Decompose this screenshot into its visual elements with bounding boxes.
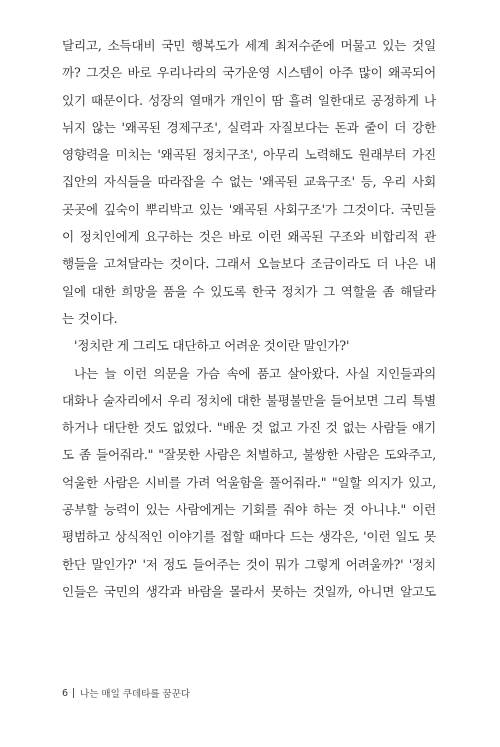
text-line: 까? 그것은 바로 우리나라의 국가운영 시스템이 아주 많이 왜곡되어 [62,65,436,81]
text-line: 평범하고 상식적인 이야기를 접할 때마다 드는 생각은, '이런 일도 못 [62,529,436,545]
text-line: 집안의 자식들을 따라잡을 수 없는 '왜곡된 교육구조' 등, 우리 사회 [62,174,436,190]
footer-divider [73,688,74,698]
text-line: 이 정치인에게 요구하는 것은 바로 이런 왜곡된 구조와 비합리적 관 [62,229,436,245]
text-line: 공부할 능력이 있는 사람에게는 기회를 줘야 하는 것 아니냐." 이런 [62,502,436,518]
text-line: 한단 말인가?' '저 정도 들어주는 것이 뭐가 그렇게 어려울까?' '정치 [62,556,436,572]
quote-line: '정치란 게 그리도 대단하고 어려운 것이란 말인가?' [74,338,350,354]
text-line: 뉘지 않는 '왜곡된 경제구조', 실력과 자질보다는 돈과 줄이 더 강한 [62,119,436,135]
page-footer [62,685,190,701]
text-line: 영향력을 미치는 '왜곡된 정치구조', 아무리 노력해도 원래부터 가진 [62,147,436,163]
running-title: 나는 매일 쿠데타를 꿈꾼다 [80,689,191,700]
text-line: 곳곳에 깊숙이 뿌리박고 있는 '왜곡된 사회구조'가 그것이다. 국민들 [62,201,436,217]
text-line: 억울한 사람은 시비를 가려 억울함을 풀어줘라." "일할 의지가 있고, [62,474,436,490]
body-text [62,32,436,605]
text-line: 도 좀 들어줘라." "잘못한 사람은 처벌하고, 불쌍한 사람은 도와주고, [62,447,436,463]
text-line: 달리고, 소득대비 국민 행복도가 세계 최저수준에 머물고 있는 것일 [62,38,436,53]
text-line: 는 것이다. [62,310,118,326]
page-number: 6 [62,687,69,699]
text-line: 나는 늘 이런 의문을 가슴 속에 품고 살아왔다. 사실 지인들과의 [74,365,436,381]
text-line: 일에 대한 희망을 품을 수 있도록 한국 정치가 그 역할을 좀 해달라 [62,283,436,299]
text-line: 행들을 고쳐달라는 것이다. 그래서 오늘보다 조금이라도 더 나은 내 [62,256,436,272]
text-line: 있기 때문이다. 성장의 열매가 개인이 땀 흘려 일한대로 공정하게 나 [62,92,436,108]
text-line: 하거나 대단한 것도 없었다. "배운 것 없고 가진 것 없는 사람들 얘기 [62,420,436,436]
text-line: 인들은 국민의 생각과 바람을 몰라서 못하는 것일까, 아니면 알고도 [62,583,436,599]
text-line: 대화나 술자리에서 우리 정치에 대한 불평불만을 들어보면 그리 특별 [62,392,436,408]
